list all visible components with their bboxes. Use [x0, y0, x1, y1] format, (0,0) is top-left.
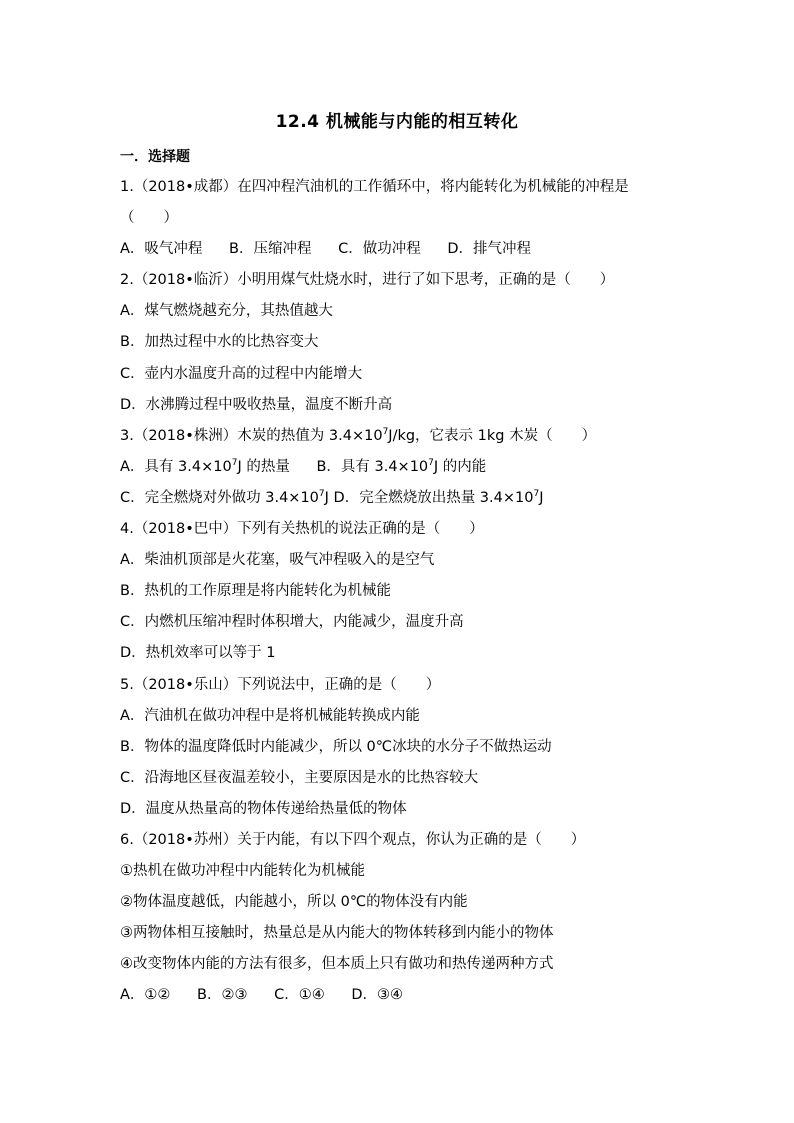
option-a: A．煤气燃烧越充分，其热值越大 [120, 303, 333, 320]
stem-text: J/kg，它表示 1kg 木炭（ ） [388, 427, 597, 444]
option-b: B．②③ [197, 987, 248, 1004]
question-2-stem: 2.（2018•临沂）小明用煤气灶烧水时，进行了如下思考，正确的是（ ） [120, 272, 615, 289]
option-b [316, 459, 486, 475]
option-d [334, 490, 544, 506]
option-b: B．热机的工作原理是将内能转化为机械能 [120, 583, 391, 600]
exponent: 7 [428, 458, 434, 469]
option-text: B．具有 3.4×10 [316, 458, 429, 475]
question-1-options [120, 234, 680, 265]
option-text: C．完全燃烧对外做功 3.4×10 [120, 489, 319, 506]
question-5-stem: 5.（2018•乐山）下列说法中，正确的是（ ） [120, 676, 441, 693]
option-text: J 的热量 [237, 458, 290, 475]
question-3-options-ab [120, 452, 680, 483]
option-c [120, 490, 329, 506]
exponent: 7 [382, 426, 389, 437]
option-c: C．①④ [274, 987, 325, 1004]
option-d: D．水沸腾过程中吸收热量，温度不断升高 [120, 396, 393, 413]
option-d: D．热机效率可以等于 1 [120, 645, 276, 662]
option-a: A．①② [120, 987, 171, 1004]
statement-4: ④改变物体内能的方法有很多，但本质上只有做功和热传递两种方式 [120, 956, 554, 973]
option-b: B．压缩冲程 [229, 241, 312, 258]
option-c: C．做功冲程 [338, 241, 421, 258]
question-3-stem [120, 421, 680, 452]
option-a: A．汽油机在做功冲程中是将机械能转换成内能 [120, 707, 420, 724]
option-text: D．完全燃烧放出热量 3.4×10 [333, 489, 534, 506]
option-c: C．壶内水温度升高的过程中内能增大 [120, 365, 363, 382]
option-b: B．物体的温度降低时内能减少，所以 0℃冰块的水分子不做热运动 [120, 738, 552, 755]
question-1-stem: 1.（2018•成都）在四冲程汽油机的工作循环中，将内能转化为机械能的冲程是 [120, 179, 629, 195]
option-c: C．内燃机压缩冲程时体积增大，内能减少，温度升高 [120, 614, 464, 631]
page-title: 12.4 机械能与内能的相互转化 [275, 112, 519, 132]
option-c: C．沿海地区昼夜温差较小，主要原因是水的比热容较大 [120, 769, 479, 786]
option-a: A．吸气冲程 [120, 241, 203, 258]
question-4-stem: 4.（2018•巴中）下列有关热机的说法正确的是（ ） [120, 521, 484, 538]
question-6-options [120, 980, 680, 1011]
option-b: B．加热过程中水的比热容变大 [120, 334, 319, 351]
statement-2: ②物体温度越低，内能越小，所以 0℃的物体没有内能 [120, 894, 468, 911]
exponent: 7 [533, 489, 540, 500]
option-text: J [324, 489, 329, 506]
question-6-stem: 6.（2018•苏州）关于内能，有以下四个观点，你认为正确的是（ ） [120, 831, 586, 848]
stem-text: 3.（2018•株洲）木炭的热值为 3.4×10 [120, 427, 383, 444]
option-a: A．柴油机顶部是火花塞，吸气冲程吸入的是空气 [120, 552, 435, 569]
exponent: 7 [318, 489, 325, 500]
option-d: D．排气冲程 [447, 241, 531, 258]
option-a [120, 459, 290, 475]
exponent: 7 [231, 458, 238, 469]
question-3-options-cd [120, 483, 680, 514]
section-heading: 一．选择题 [120, 149, 190, 165]
option-text: J 的内能 [433, 458, 487, 475]
option-text: J [539, 489, 544, 506]
statement-3: ③两物体相互接触时，热量总是从内能大的物体转移到内能小的物体 [120, 925, 554, 942]
option-d: D．温度从热量高的物体传递给热量低的物体 [120, 800, 407, 817]
option-d: D．③④ [351, 987, 403, 1004]
option-text: A．具有 3.4×10 [120, 458, 232, 475]
statement-1: ①热机在做功冲程中内能转化为机械能 [120, 863, 365, 880]
question-1-paren: （ ） [120, 210, 178, 227]
question-list [120, 172, 680, 1012]
